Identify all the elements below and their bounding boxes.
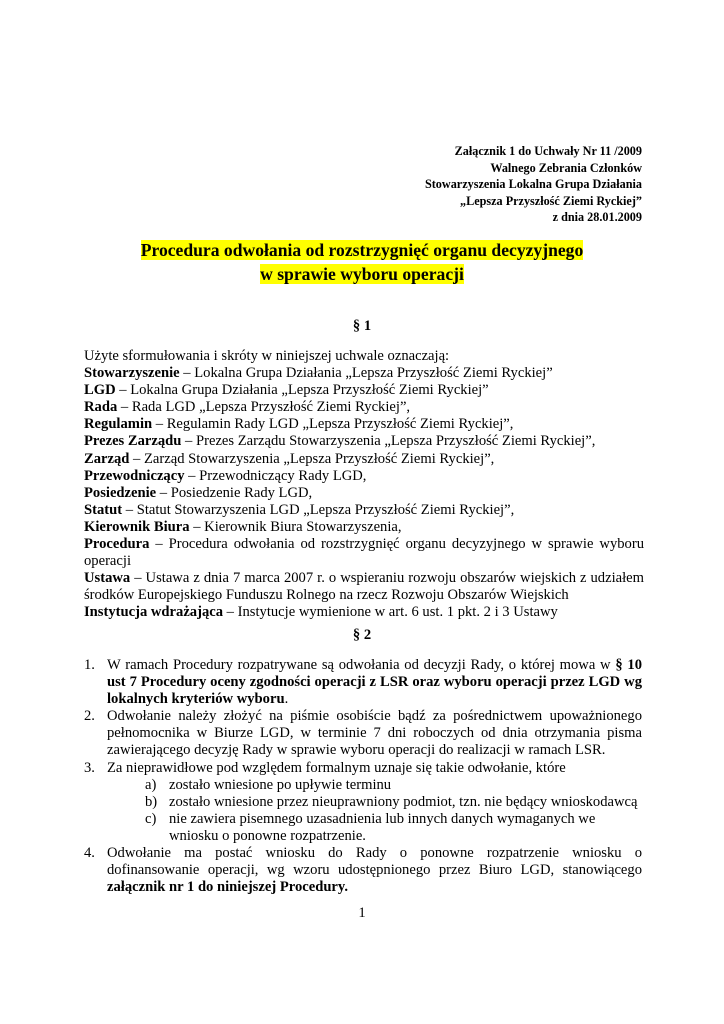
definition-item: Posiedzenie – Posiedzenie Rady LGD, — [84, 484, 313, 501]
title-line-2: w sprawie wyboru operacji — [260, 264, 464, 284]
attachment-header — [425, 143, 642, 226]
definition-item: Kierownik Biura – Kierownik Biura Stowarzyszenia, — [84, 518, 402, 535]
definition-item: LGD – Lokalna Grupa Działania „Lepsza Przyszłość Ziemi Ryckiej” — [84, 382, 489, 399]
title-line-1: Procedura odwołania od rozstrzygnięć organu decyzyjnego — [140, 240, 584, 260]
list-item: 4. Odwołanie ma postać wniosku do Rady o ponowne rozpatrzenie wniosku o dofinansowanie operacji, wg wzoru udostępnionego przez Biuro LGD, stanowiącego załącznik nr 1 do niniejszej Procedury. — [84, 845, 642, 896]
list-item: 3. Za nieprawidłowe pod względem formalnym uznaje się takie odwołanie, które — [84, 759, 566, 776]
header-line: „Lepsza Przyszłość Ziemi Ryckiej” — [459, 193, 642, 208]
list-item: 2. Odwołanie należy złożyć na piśmie osobiście bądź za pośrednictwem upoważnionego pełnomocnika w Biurze LGD, w terminie 7 dni roboczych od dnia otrzymania pisma zawierającego decyzję Rady w sprawie wyboru operacji do realizacji w ramach LSR. — [84, 708, 642, 759]
section-2-heading: § 2 — [352, 627, 372, 643]
sub-list-item: a) zostało wniesione po upływie terminu — [145, 776, 392, 793]
definition-item: Regulamin – Regulamin Rady LGD „Lepsza Przyszłość Ziemi Ryckiej”, — [84, 416, 514, 433]
definition-item: Instytucja wdrażająca – Instytucje wymienione w art. 6 ust. 1 pkt. 2 i 3 Ustawy — [84, 604, 558, 621]
definition-item: Przewodniczący – Przewodniczący Rady LGD, — [84, 467, 367, 484]
definitions-list — [84, 348, 644, 622]
definition-item: Stowarzyszenie – Lokalna Grupa Działania „Lepsza Przyszłość Ziemi Ryckiej” — [84, 365, 553, 382]
definition-item: Prezes Zarządu – Prezes Zarządu Stowarzyszenia „Lepsza Przyszłość Ziemi Ryckiej”, — [84, 433, 596, 450]
document-title — [0, 238, 724, 286]
page-number: 1 — [358, 905, 366, 921]
sub-list-item: c) nie zawiera pisemnego uzasadnienia lub innych danych wymaganych we wniosku o ponowne rozpatrzenie. — [145, 810, 596, 844]
definition-item: Ustawa – Ustawa z dnia 7 marca 2007 r. o wspieraniu rozwoju obszarów wiejskich z udziałem środków Europejskiego Funduszu Rolnego na rzecz Rozwoju Obszarów Wiejskich — [84, 570, 644, 604]
header-line: z dnia 28.01.2009 — [552, 210, 642, 224]
header-line: Załącznik 1 do Uchwały Nr 11 /2009 — [454, 144, 642, 158]
section-1-heading: § 1 — [352, 318, 372, 334]
header-line: Walnego Zebrania Członków — [490, 160, 642, 175]
definition-item: Statut – Statut Stowarzyszenia LGD „Lepsza Przyszłość Ziemi Ryckiej”, — [84, 501, 515, 518]
section-2-list — [84, 657, 642, 896]
definition-item: Procedura – Procedura odwołania od rozstrzygnięć organu decyzyjnego w sprawie wyboru operacji — [84, 536, 644, 570]
definition-item: Zarząd – Zarząd Stowarzyszenia „Lepsza Przyszłość Ziemi Ryckiej”, — [84, 450, 495, 467]
list-item: 1. W ramach Procedury rozpatrywane są odwołania od decyzji Rady, o której mowa w § 10 ust 7 Procedury oceny zgodności operacji z LSR oraz wyboru operacji przez LGD wg lokalnych kryteriów wyboru. — [84, 657, 642, 708]
definition-item: Rada – Rada LGD „Lepsza Przyszłość Ziemi Ryckiej”, — [84, 399, 411, 416]
header-line: Stowarzyszenia Lokalna Grupa Działania — [424, 177, 642, 191]
definitions-intro: Użyte sformułowania i skróty w niniejszej uchwale oznaczają: — [84, 348, 450, 364]
sub-list-item: b) zostało wniesione przez nieuprawniony podmiot, tzn. nie będący wnioskodawcą — [145, 793, 638, 810]
